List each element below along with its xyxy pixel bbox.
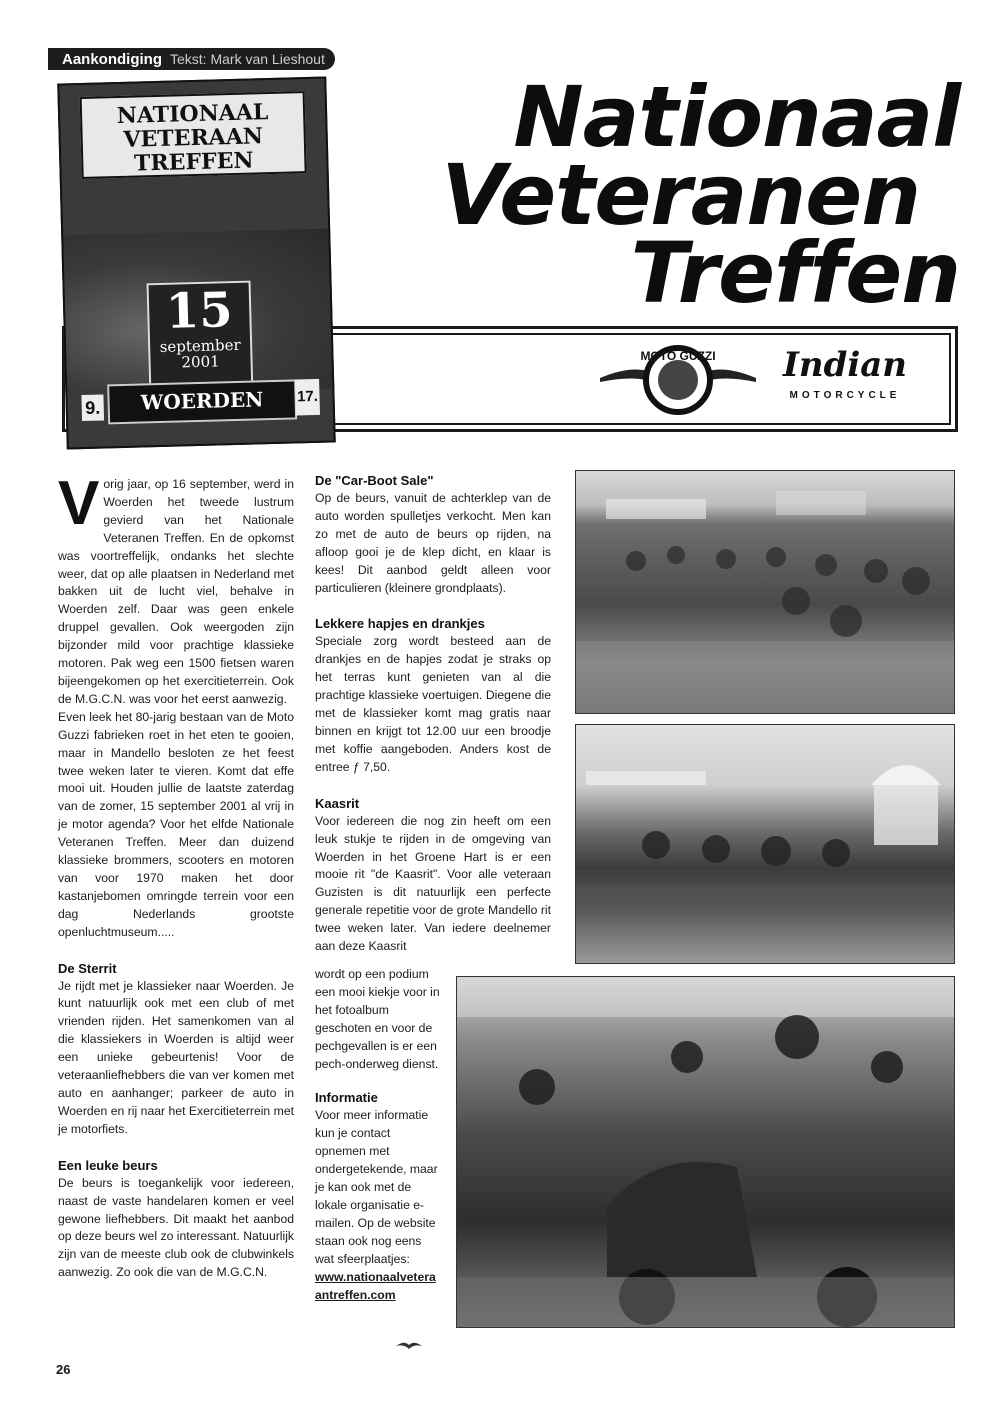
- drop-cap: V: [58, 469, 100, 538]
- column-2-upper: [315, 472, 551, 956]
- paragraph-hapjes: Speciale zorg wordt besteed aan de drankjes en de hapjes zodat je straks op het terras kunt genieten van al die prachtige klassieke voertuigen. Diegene die met de klassieker komt mag gratis naar binnen en krijgt tot 12.00 uur een broodje met koffie aangeboden. Anders kost de entree ƒ 7,50.: [315, 634, 551, 774]
- headline-line-1: Nationaal: [513, 68, 960, 166]
- intro-text: orig jaar, op 16 september, werd in Woerden het tweede lustrum gevierd van het Nationale Veteranen Treffen. En de opkomst was voortreffelijk, ondanks het slechte weer, dat op alle plaatsen in Nederland met bakken uit de lucht viel, behalve in Woerden zelf. Daar was geen enkele druppel gevallen. Ook weergoden zijn bijzonder mild voor prachtige klassieke motoren. Pak weg een 1500 fietsen waren bijeengekomen op het exercitieterrein. Ook de M.G.C.N. was voor het eerst aanwezig.: [58, 477, 294, 706]
- column-1: [58, 469, 294, 1282]
- heading-informatie: Informatie: [315, 1090, 378, 1106]
- end-mark-eagle-icon: [396, 1340, 422, 1352]
- column-2-lower: [315, 966, 441, 1304]
- heading-sterrit: De Sterrit: [58, 960, 117, 976]
- paragraph-beurs: De beurs is toegankelijk voor iedereen, naast de vaste handelaren komen er veel gewone liefhebbers. Dit maakt het aanbod op deze beurs wel zo interessant. Natuurlijk zijn van de meeste club ook de clubwinkels aanwezig. Zo ook die van de M.G.C.N.: [58, 1175, 294, 1280]
- heading-kaasrit: Kaasrit: [315, 795, 360, 811]
- photo-sidecar: [456, 976, 955, 1328]
- poster-day: 15: [165, 282, 234, 340]
- heading-carboot: De "Car-Boot Sale": [315, 473, 434, 488]
- poster-left-number: 9.: [81, 394, 104, 421]
- poster-month: september: [159, 335, 241, 356]
- indian-logo-script: Indian: [782, 345, 908, 385]
- intro-paragraph: [58, 469, 294, 709]
- headline-line-2: Veteranen: [441, 146, 920, 244]
- guzzi-text-top: MOTO GUZZI: [640, 349, 716, 363]
- poster-date: [147, 281, 254, 388]
- paragraph-2: Even leek het 80-jarig bestaan van de Moto Guzzi fabrieken roet in het eten te gooien, maar in Mandello besloten ze het feest twee weken later te vieren. Komt dat effe mooi uit. Houden jullie de laatste zaterdag van de zomer, 15 september 2001 al vrij in je motor agenda? Voor het elfde Nationale Veteranen Treffen. Meer dan duizend klassieke brommers, scooters en motoren van voor 1970 maken het door kastanjebomen omringde terrein voor een dag Nederlands grootste openluchtmuseum.....: [58, 709, 294, 939]
- heading-hapjes: Lekkere hapjes en drankjes: [315, 616, 485, 632]
- photo-crowd: [575, 470, 955, 714]
- author-credit: Tekst: Mark van Lieshout: [170, 51, 325, 67]
- paragraph-carboot: Op de beurs, vanuit de achterklep van de auto worden spulletjes verkocht. Men kan zo met de auto de beurs op rijden, na afloop gooi je de klep dicht, en klaar is kees! Dit aanbod geldt alleen voor particulieren (kleinere grondplaats).: [315, 491, 551, 595]
- paragraph-sterrit: Je rijdt met je klassieker naar Woerden. Je kunt natuurlijk ook met een club of met vrienden rijden. Het samenkomen van al die klassiekers in Woerden is altijd weer een unieke gebeurtenis! Voor de veteraanliefhebbers die van ver komen met auto en aanhanger; parkeer de auto in Woerden en rij naar het Exercitieterrein met je motorfiets.: [58, 978, 294, 1136]
- website-link[interactable]: www.nationaalveteraantreffen.com: [315, 1269, 436, 1302]
- moto-guzzi-logo-icon: [598, 340, 758, 420]
- article-headline: [330, 68, 960, 322]
- poster-title: [80, 91, 307, 179]
- paragraph-informatie: Voor meer informatie kun je contact opnemen met ondergetekende, maar je kan ook met de lokale organisatie e-mailen. Op de website staan ook nog eens wat sfeerplaatjes:: [315, 1108, 438, 1266]
- podium-scene-icon: [576, 725, 954, 963]
- sidecar-scene-icon: [457, 977, 954, 1327]
- crowd-scene-icon: [576, 471, 954, 713]
- indian-logo: [775, 340, 915, 420]
- paragraph-kaasrit-b: wordt op een podium een mooi kiekje voor in het fotoalbum geschoten en voor de pechgevallen is er een pech-onderweg dienst.: [315, 967, 440, 1071]
- poster-right-number: 17.: [295, 379, 320, 416]
- paragraph-kaasrit-a: Voor iedereen die nog zin heeft om een leuk stukje te rijden in de omgeving van Woerden in het Groene Hart is er een mooie rit "de Kaasrit". Voor alle veteraan Guzisten is dit natuurlijk een perfecte generale repetitie voor de grote Mandello rit twee weken later. Van iedere deelnemer aan deze Kaasrit: [315, 813, 551, 954]
- poster-title-line-3: TREFFEN: [133, 147, 254, 177]
- photo-podium: [575, 724, 955, 964]
- section-label: Aankondiging: [62, 50, 162, 68]
- indian-logo-subtext: MOTORCYCLE: [789, 390, 901, 401]
- page-number: 26: [56, 1362, 71, 1377]
- heading-beurs: Een leuke beurs: [58, 1157, 158, 1173]
- poster-year: 2001: [181, 352, 220, 372]
- poster-title-line-2: VETERAAN: [123, 123, 264, 153]
- poster-location: WOERDEN: [107, 379, 297, 424]
- event-poster: [57, 77, 335, 450]
- headline-line-3: Treffen: [630, 224, 960, 322]
- poster-title-line-1: NATIONAAL: [116, 99, 269, 130]
- section-tag: [48, 48, 335, 70]
